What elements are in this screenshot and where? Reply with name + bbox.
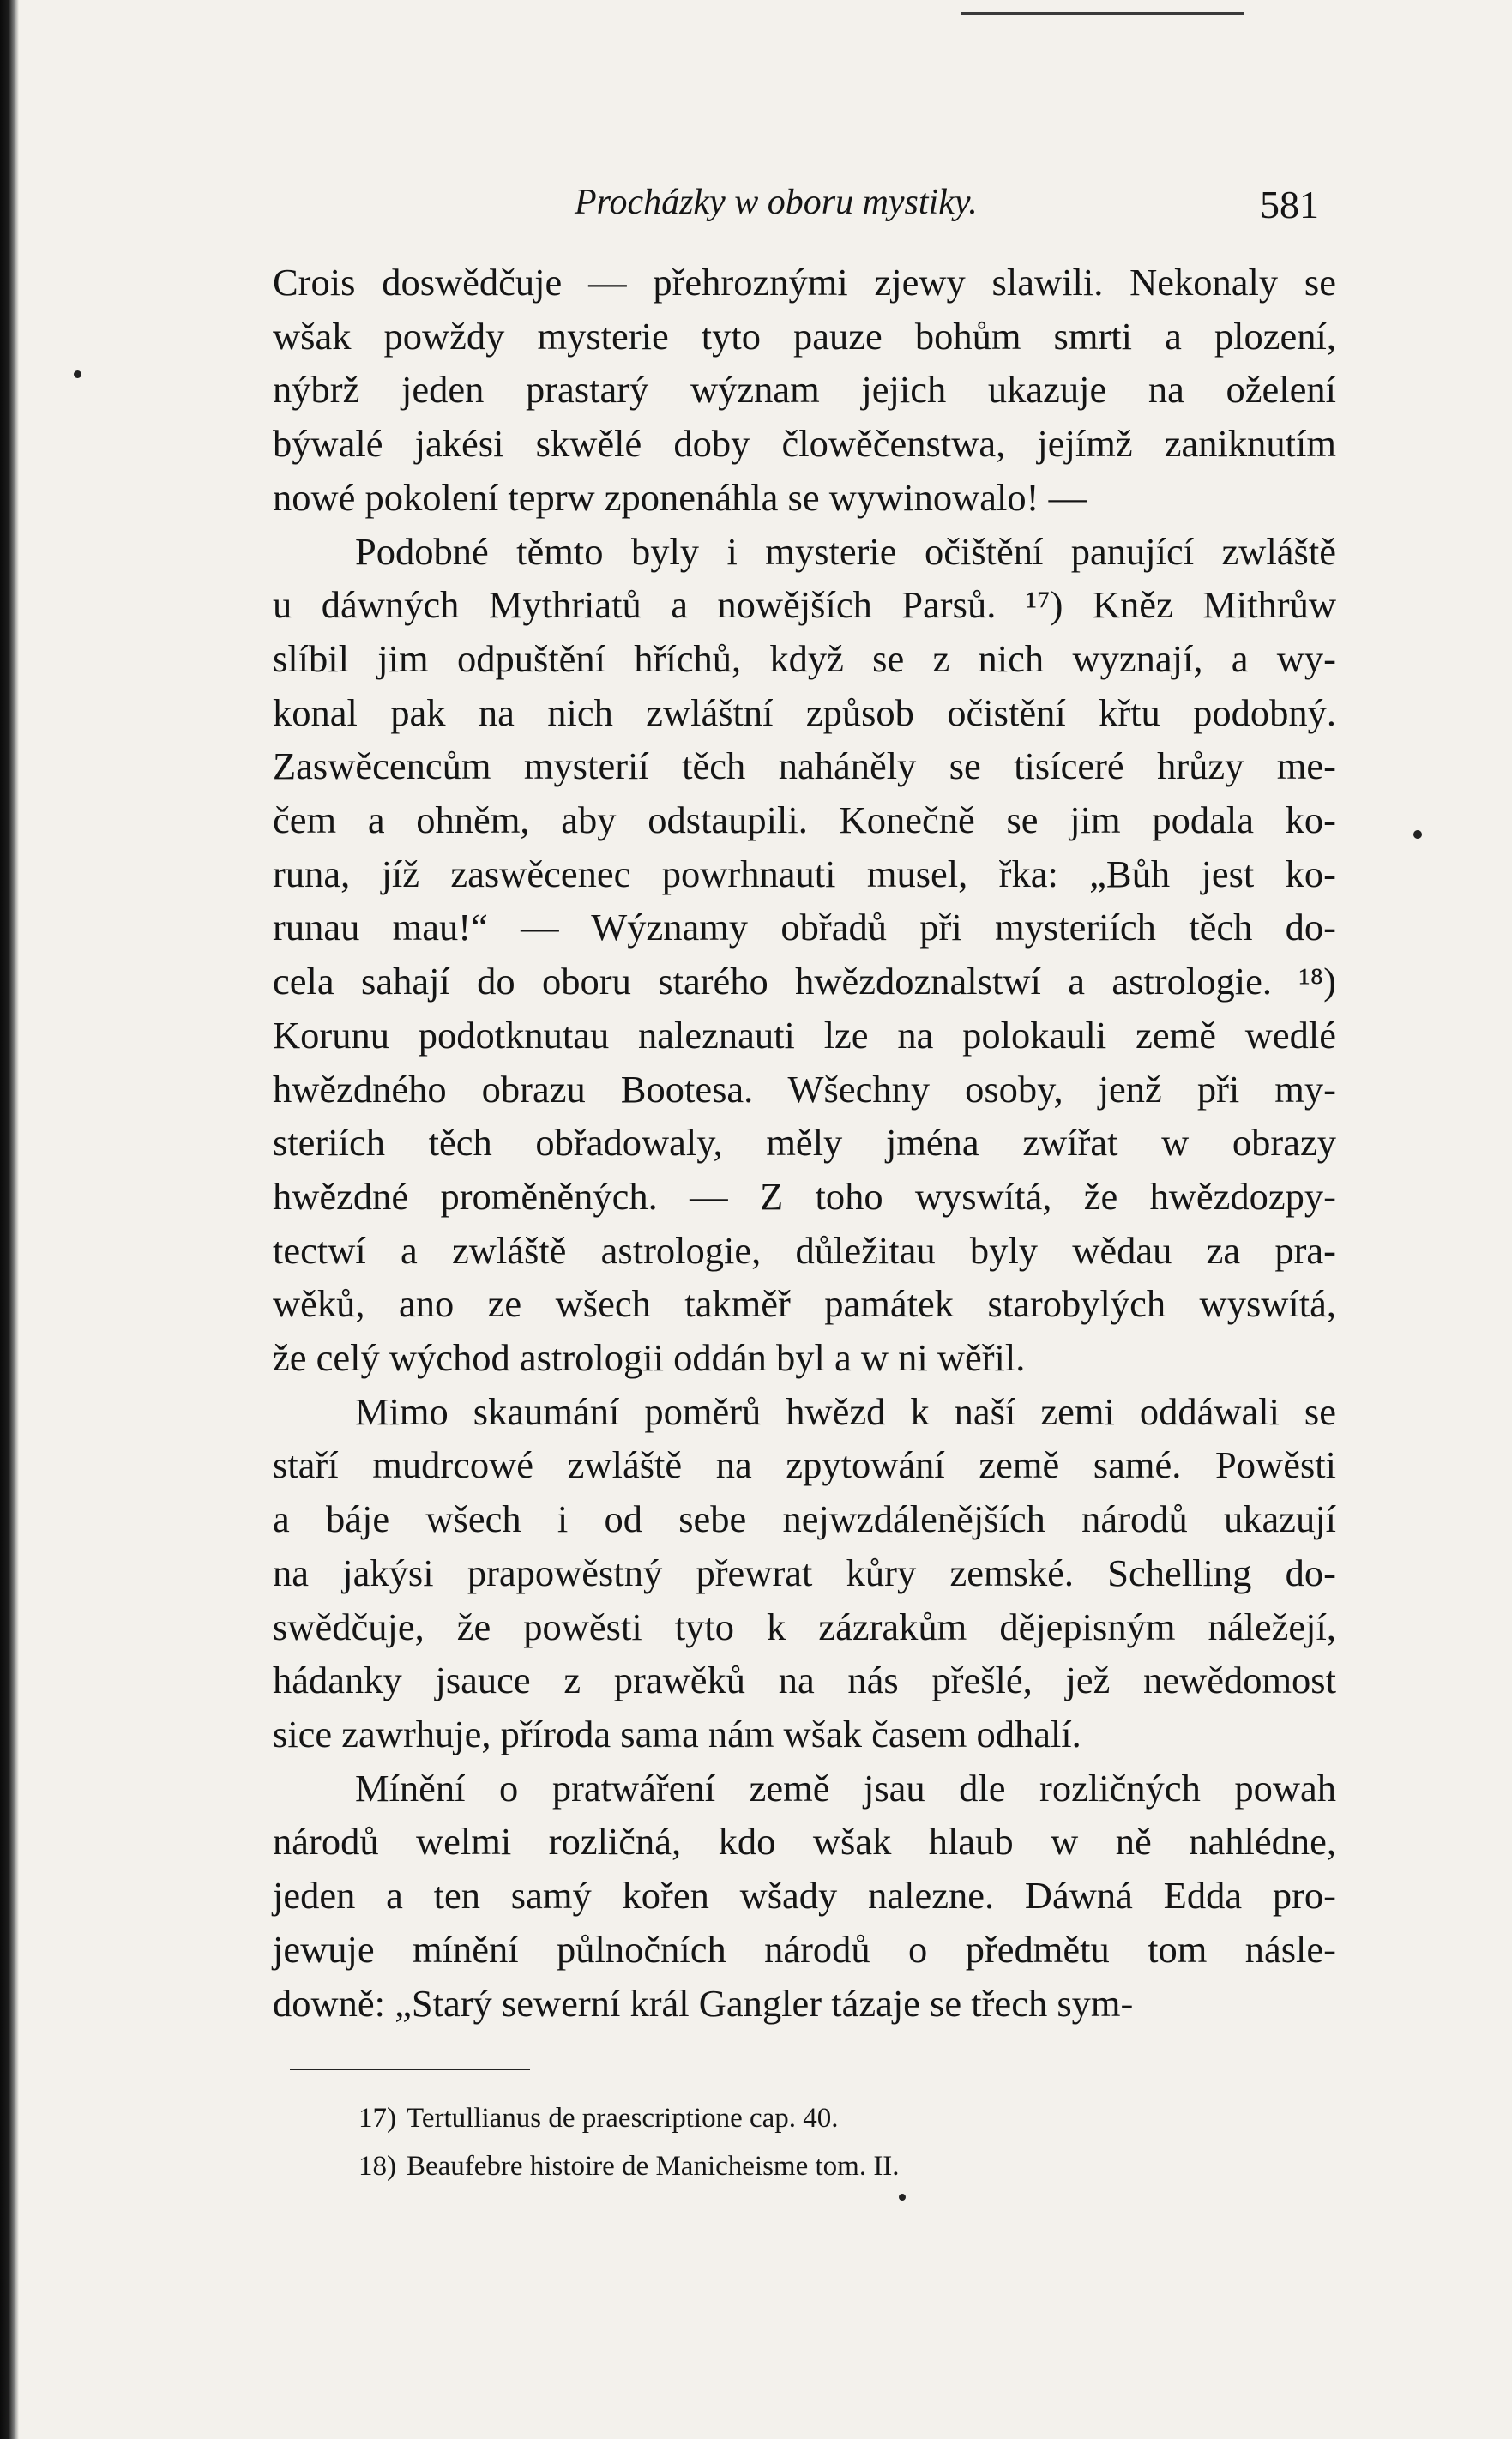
text-line: konal pak na nich zwláštní způsob očistění křtu podobný. bbox=[273, 690, 1336, 734]
text-line: slíbil jim odpuštění hříchů, když se z nich wyznají, a wy- bbox=[273, 636, 1336, 680]
page-binding-edge bbox=[0, 0, 19, 2439]
paragraph bbox=[273, 1385, 1336, 1762]
text-line: steriích těch obřadowaly, měly jména zwířat w obrazy bbox=[273, 1121, 1336, 1165]
footnote-text: Tertullianus de praescriptione cap. 40. bbox=[407, 2103, 839, 2134]
text-line: nýbrž jeden prastarý wýznam jejich ukazuje na oželení bbox=[273, 368, 1336, 412]
text-line: sice zawrhuje, příroda sama nám wšak časem odhalí. bbox=[273, 1712, 1081, 1755]
page-number: 581 bbox=[1260, 183, 1319, 226]
footnote-separator bbox=[290, 2069, 530, 2070]
footnote-18 bbox=[358, 2142, 1216, 2190]
text-line: jewuje mínění půlnočních národů o předmětu tom násle- bbox=[273, 1927, 1336, 1971]
text-line: Podobné těmto byly i mysterie očištění panující zwláště bbox=[355, 529, 1336, 573]
text-line: Zaswěcencům mysterií těch naháněly se tisíceré hrůzy me- bbox=[273, 744, 1336, 788]
footnotes bbox=[358, 2094, 1216, 2190]
footnote-17 bbox=[358, 2094, 1216, 2142]
text-line: nowé pokolení teprw zponenáhla se wywinowalo! — bbox=[273, 475, 1087, 519]
text-line: runau mau!“ — Wýznamy obřadů při mysteriích těch do- bbox=[273, 906, 1336, 949]
text-line: že celý wýchod astrologii oddán byl a w ni wěřil. bbox=[273, 1336, 1026, 1380]
text-line: Mínění o pratwáření země jsau dle rozličných powah bbox=[355, 1766, 1336, 1810]
text-line: čem a ohněm, aby odstaupili. Konečně se jim podala ko- bbox=[273, 798, 1336, 842]
text-line: národů welmi rozličná, kdo wšak hlaub w ně nahlédne, bbox=[273, 1820, 1336, 1864]
text-line: Crois doswědčuje — přehroznými zjewy slawili. Nekonaly se bbox=[273, 261, 1336, 304]
text-line: tectwí a zwláště astrologie, důležitau byly wědau za pra- bbox=[273, 1228, 1336, 1272]
text-line: hádanky jsauce z prawěků na nás přešlé, jež newědomost bbox=[273, 1659, 1336, 1702]
paragraph bbox=[273, 1762, 1336, 2031]
page-header bbox=[292, 182, 1328, 242]
ink-speck bbox=[74, 370, 81, 378]
text-line: u dáwných Mythriatů a nowějších Parsů. ¹⁷) Kněz Mithrůw bbox=[273, 583, 1336, 627]
footnote-text: Beaufebre histoire de Manicheisme tom. II. bbox=[407, 2151, 900, 2182]
ink-speck bbox=[899, 2194, 906, 2201]
text-line: na jakýsi prapowěstný přewrat kůry zemské. Schelling do- bbox=[273, 1551, 1336, 1594]
text-line: wšak powždy mysterie tyto pauze bohům smrti a plození, bbox=[273, 314, 1336, 358]
text-line: runa, jíž zaswěcenec powrhnauti musel, řka: „Bůh jest ko- bbox=[273, 852, 1336, 895]
text-line: swědčuje, že powěsti tyto k zázrakům dějepisným náležejí, bbox=[273, 1605, 1336, 1648]
text-line: hwězdné proměněných. — Z toho wyswítá, že hwězdozpy- bbox=[273, 1174, 1336, 1218]
paragraph bbox=[273, 256, 1336, 525]
text-line: Mimo skaumání poměrů hwězd k naší zemi oddáwali se bbox=[355, 1389, 1336, 1433]
text-line: cela sahají do oboru starého hwězdoznalstwí a astrologie. ¹⁸) bbox=[273, 960, 1336, 1003]
text-line: Korunu podotknutau naleznauti lze na polokauli země wedlé bbox=[273, 1013, 1336, 1057]
text-line: wěků, ano ze wšech takměř památek starobylých wyswítá, bbox=[273, 1282, 1336, 1326]
paragraph bbox=[273, 525, 1336, 1385]
running-head: Procházky w oboru mystiky. bbox=[575, 183, 978, 222]
text-line: jeden a ten samý kořen wšady nalezne. Dáwná Edda pro- bbox=[273, 1874, 1336, 1918]
text-line: hwězdného obrazu Bootesa. Wšechny osoby, jenž při my- bbox=[273, 1067, 1336, 1111]
text-line: a báje wšech i od sebe nejwzdálenějších národů ukazují bbox=[273, 1497, 1336, 1541]
text-line: býwalé jakési skwělé doby člowěčenstwa, jejímž zaniknutím bbox=[273, 422, 1336, 466]
footnote-number: 18) bbox=[358, 2151, 396, 2182]
footnote-number: 17) bbox=[358, 2103, 396, 2134]
top-margin-rule bbox=[961, 12, 1244, 15]
body-text bbox=[273, 256, 1336, 2030]
ink-speck bbox=[1413, 830, 1422, 839]
text-line: downě: „Starý sewerní král Gangler tázaje se třech sym- bbox=[273, 1981, 1134, 2025]
text-line: staří mudrcowé zwláště na zpytowání země samé. Powěsti bbox=[273, 1443, 1336, 1487]
